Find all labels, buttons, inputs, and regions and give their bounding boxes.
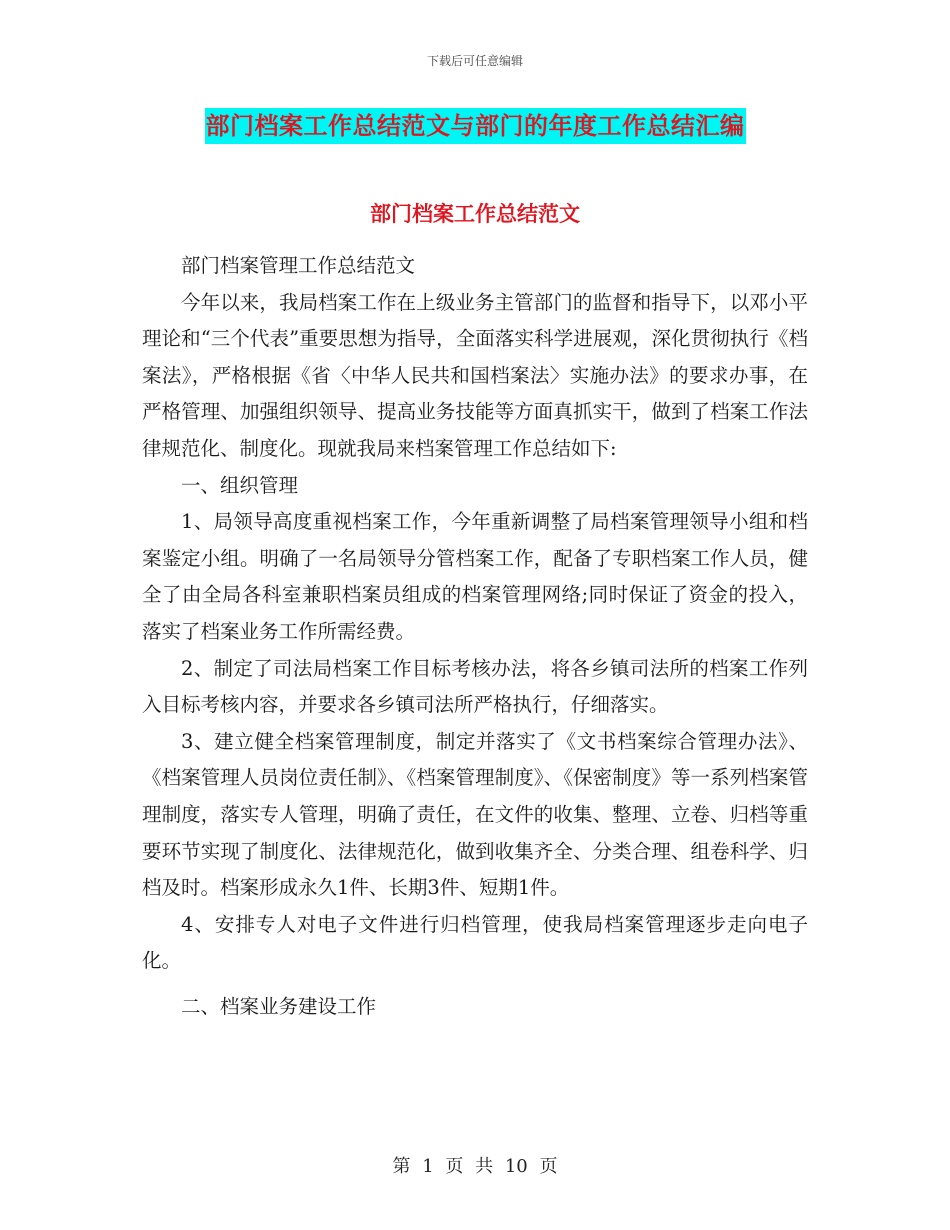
section-heading-organization: 一、组织管理 — [181, 473, 299, 497]
body-paragraph: 4、安排专人对电子文件进行归档管理，使我局档案管理逐步走向电子化。 — [142, 912, 808, 973]
intro-paragraph: 今年以来，我局档案工作在上级业务主管部门的监督和指导下，以邓小平理论和“三个代表”重要思想为指导，全面落实科学进展观，深化贯彻执行《档案法》，严格根据《省〈中华人民共和国档案法〉实施办法》的要求办事，在严格管理、加强组织领导、提高业务技能等方面真抓实干，做到了档案工作法律规范化、制度化。现就我局来档案管理工作总结如下: — [142, 290, 808, 460]
body-paragraph: 3、建立健全档案管理制度，制定并落实了《文书档案综合管理办法》、《档案管理人员岗位责任制》、《档案管理制度》、《保密制度》等一系列档案管理制度，落实专人管理，明确了责任，在文件的收集、整理、立卷、归档等重要环节实现了制度化、法律规范化，做到收集齐全、分类合理、组卷科学、归档及时。档案形成永久1件、长期3件、短期1件。 — [142, 729, 808, 900]
section-title: 部门档案工作总结范文 — [370, 202, 580, 226]
header-note: 下载后可任意编辑 — [426, 54, 523, 68]
page-footer: 第 1 页 共 10 页 — [392, 1156, 558, 1177]
section-heading-business: 二、档案业务建设工作 — [181, 994, 377, 1018]
body-paragraph: 2、制定了司法局档案工作目标考核办法，将各乡镇司法所的档案工作列入目标考核内容，并要求各乡镇司法所严格执行，仔细落实。 — [142, 656, 808, 717]
body-paragraph: 1、局领导高度重视档案工作，今年重新调整了局档案管理领导小组和档案鉴定小组。明确了一名局领导分管档案工作，配备了专职档案工作人员，健全了由全局各科室兼职档案员组成的档案管理网络;同时保证了资金的投入，落实了档案业务工作所需经费。 — [142, 510, 808, 643]
main-title: 部门档案工作总结范文与部门的年度工作总结汇编 — [205, 108, 746, 144]
subheading-paragraph: 部门档案管理工作总结范文 — [181, 254, 416, 277]
main-title-wrap — [0, 108, 950, 144]
document-body — [142, 248, 808, 1025]
